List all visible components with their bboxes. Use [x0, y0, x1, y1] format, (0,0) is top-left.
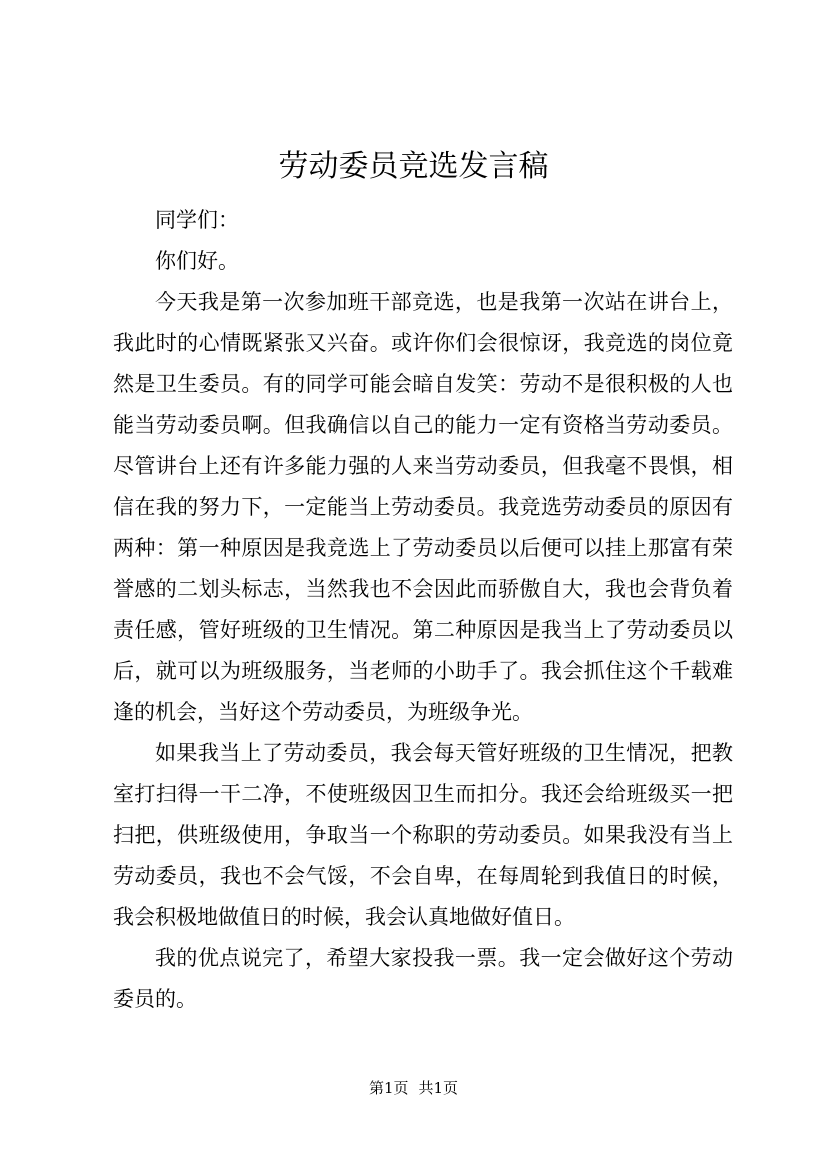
page-footer	[0, 1077, 827, 1099]
paragraph-intro: 今天我是第一次参加班干部竞选，也是我第一次站在讲台上，我此时的心情既紧张又兴奋。或许你们会很惊讶，我竞选的岗位竟然是卫生委员。有的同学可能会暗自发笑：劳动不是很积极的人也能当劳动委员啊。但我确信以自己的能力一定有资格当劳动委员。尽管讲台上还有许多能力强的人来当劳动委员，但我毫不畏惧，相信在我的努力下，一定能当上劳动委员。我竞选劳动委员的原因有两种：第一种原因是我竞选上了劳动委员以后便可以挂上那富有荣誉感的二划头标志，当然我也不会因此而骄傲自大，我也会背负着责任感，管好班级的卫生情况。第二种原因是我当上了劳动委员以后，就可以为班级服务，当老师的小助手了。我会抓住这个千载难逢的机会，当好这个劳动委员，为班级争光。	[113, 290, 733, 724]
paragraph-plan: 如果我当上了劳动委员，我会每天管好班级的卫生情况，把教室打扫得一干二净，不使班级因卫生而扣分。我还会给班级买一把扫把，供班级使用，争取当一个称职的劳动委员。如果我没有当上劳动委员，我也不会气馁，不会自卑，在每周轮到我值日的时候，我会积极地做值日的时候，我会认真地做好值日。	[113, 741, 733, 929]
document-body	[113, 200, 733, 1020]
page-number-total: 共1页	[418, 1079, 459, 1097]
paragraph-greeting: 同学们：	[155, 208, 239, 232]
paragraph-hello: 你们好。	[155, 249, 239, 273]
document-title: 劳动委员竞选发言稿	[278, 149, 549, 184]
paragraph-closing: 我的优点说完了，希望大家投我一票。我一定会做好这个劳动委员的。	[113, 946, 733, 1011]
page-number-current: 第1页	[368, 1079, 409, 1097]
